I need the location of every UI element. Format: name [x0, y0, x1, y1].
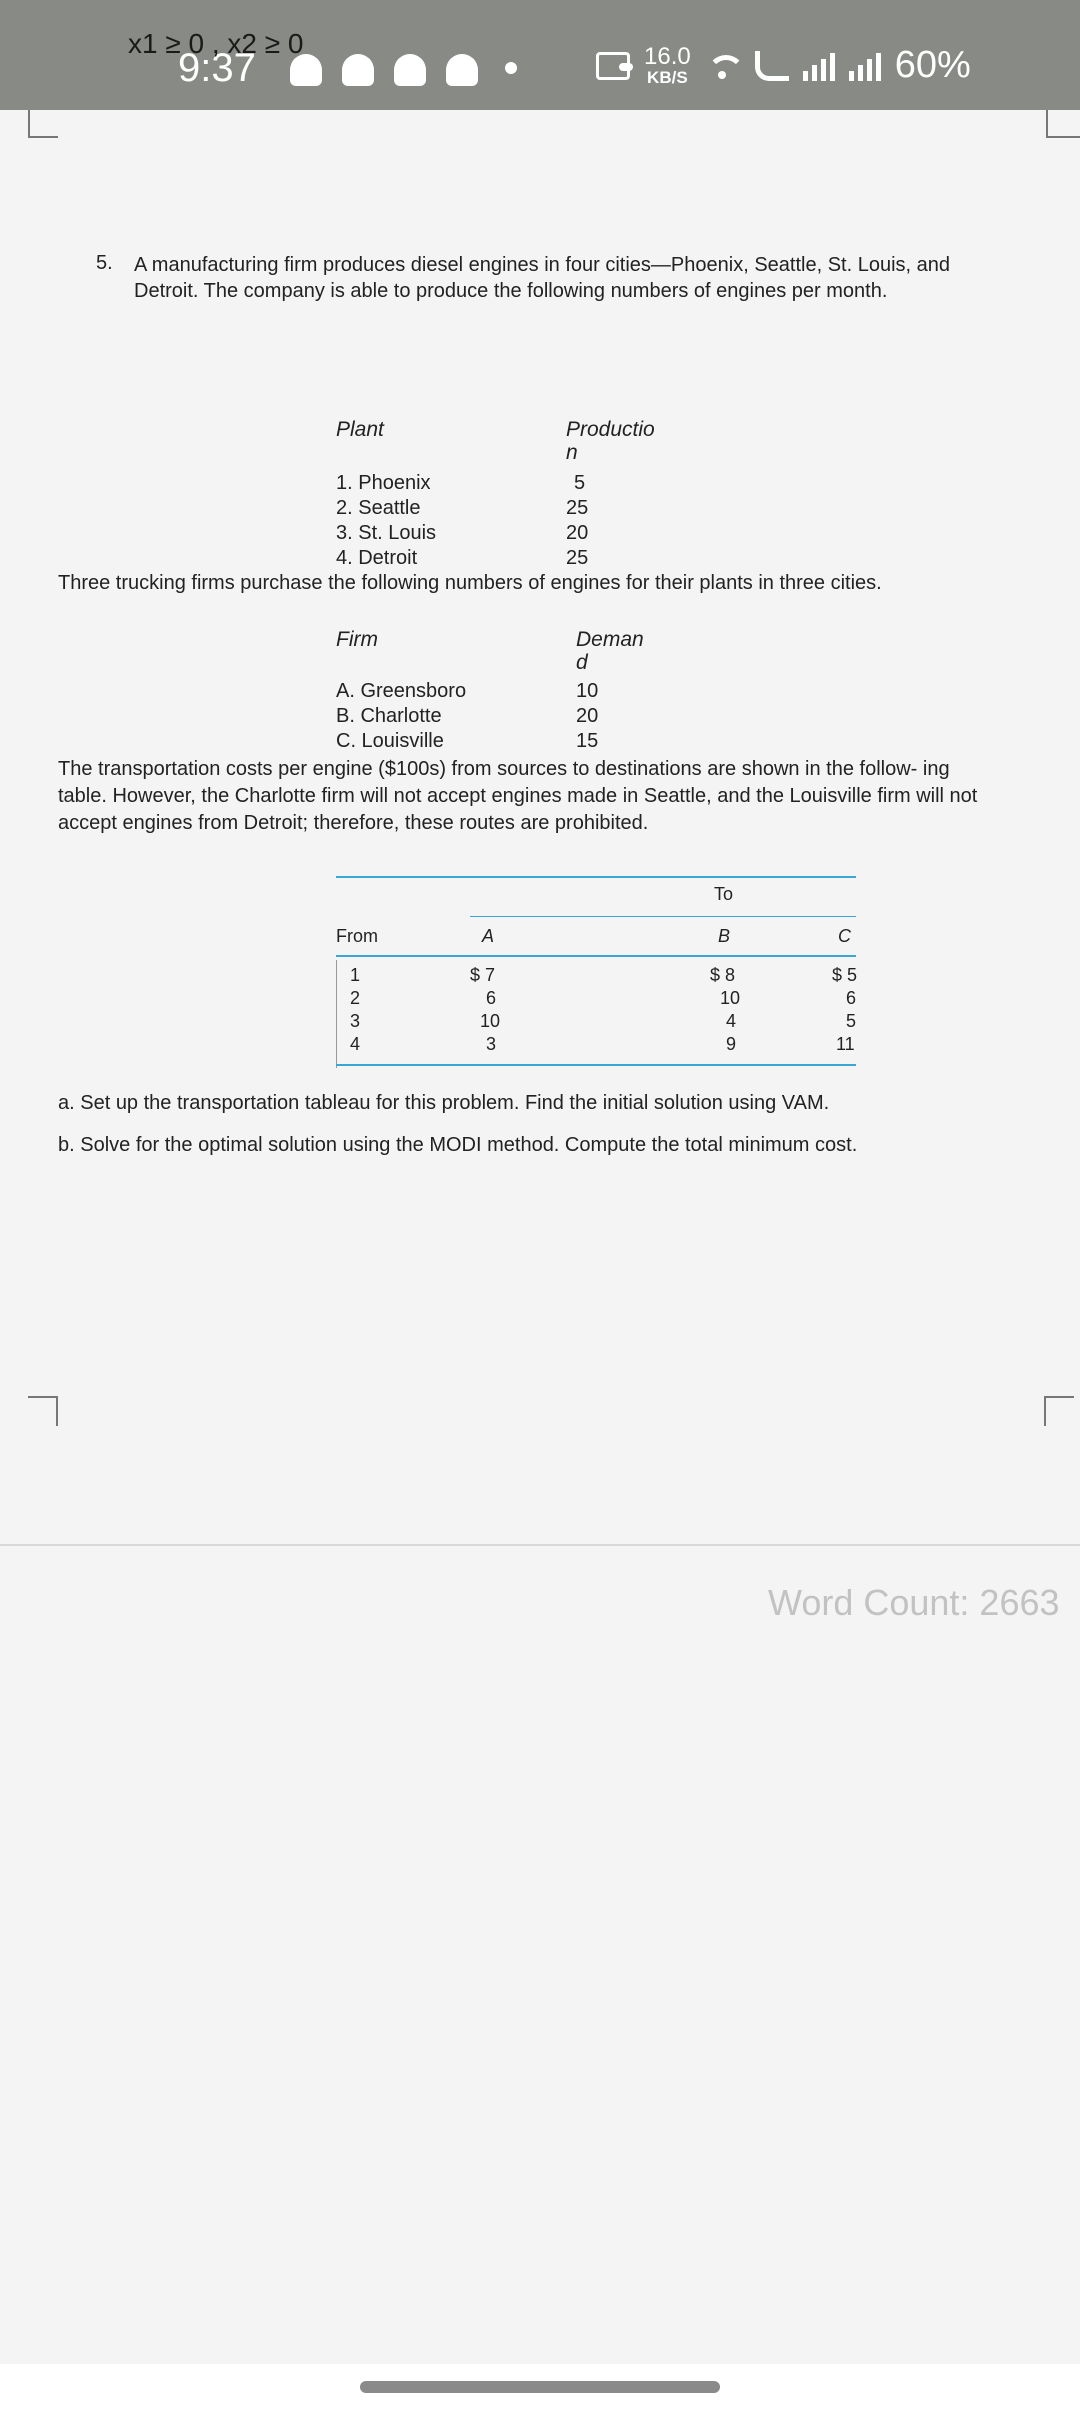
status-right-cluster: [596, 44, 971, 87]
cost-cell-c: 5: [846, 1011, 857, 1031]
cost-cell-c: 11: [836, 1034, 855, 1054]
network-speed-value: 16.0: [644, 43, 691, 70]
part-a-question: a. Set up the transportation tableau for this problem. Find the initial solution using VAM.: [58, 1092, 830, 1114]
cost-cell-b: $ 8: [710, 965, 736, 985]
cost-from-value: 2: [350, 988, 361, 1008]
cost-from-value: 3: [350, 1011, 361, 1031]
word-count[interactable]: Word Count: 2663: [768, 1582, 1060, 1623]
cost-cell-b: 9: [726, 1034, 737, 1054]
cost-intro-line: table. However, the Charlotte firm will not accept engines made in Seattle, and the Louisville firm will not: [58, 785, 978, 807]
cost-cell-b: 4: [726, 1011, 737, 1031]
cost-table-from-divider: [336, 960, 337, 1068]
cost-cell-c: 6: [846, 988, 857, 1008]
demand-firm-name: C. Louisville: [336, 730, 444, 752]
cost-cell-a: $ 7: [470, 965, 496, 985]
cost-table-to-rule: [470, 916, 856, 917]
supply-header-production-line: Productio: [566, 418, 655, 441]
cost-cell-b: 10: [720, 988, 741, 1008]
supply-plant-name: 1. Phoenix: [336, 472, 431, 494]
snapchat-ghost-icon: [342, 54, 374, 86]
supply-header-production-line: n: [566, 441, 578, 464]
overlay-equation: x1 ≥ 0 , x2 ≥ 0: [128, 28, 304, 59]
cost-table-column-a: A: [482, 926, 495, 946]
notification-icons: [290, 54, 478, 86]
cost-table-top-rule: [336, 876, 856, 878]
part-b-question: b. Solve for the optimal solution using the MODI method. Compute the total minimum cost.: [58, 1134, 858, 1156]
battery-level: 60%: [894, 44, 971, 86]
cost-table-column-c: C: [838, 926, 851, 946]
supply-header-production: [566, 418, 655, 464]
demand-value: 20: [576, 705, 599, 727]
question-intro: [134, 252, 994, 304]
supply-plant-name: 3. St. Louis: [336, 522, 437, 544]
cost-intro-line: The transportation costs per engine ($100s) from sources to destinations are shown in the follow- ing: [58, 758, 950, 780]
cost-from-value: 4: [350, 1034, 361, 1054]
card-icon: [596, 52, 630, 80]
demand-header-demand: [576, 628, 644, 674]
demand-header-firm: Firm: [336, 628, 378, 651]
cost-table-bottom-rule: [336, 1064, 856, 1066]
supply-production-value: 20: [566, 522, 589, 544]
wifi-call-icon: [755, 51, 789, 81]
network-speed: [644, 45, 691, 86]
snapchat-ghost-icon: [394, 54, 426, 86]
question-intro-line: A manufacturing firm produces diesel engines in four cities—Phoenix, Seattle, St. Louis, and: [134, 254, 951, 276]
cost-cell-a: 6: [486, 988, 497, 1008]
network-speed-unit: KB/S: [647, 68, 688, 87]
signal-icon: [803, 51, 835, 81]
cost-table-from-label: From: [336, 926, 378, 946]
demand-value: 15: [576, 730, 599, 752]
cost-table-to-label: To: [714, 884, 734, 904]
supply-header-plant: Plant: [336, 418, 384, 441]
cost-cell-c: $ 5: [832, 965, 858, 985]
signal-icon: [849, 51, 881, 81]
snapchat-ghost-icon: [446, 54, 478, 86]
crop-mark-top-right: [1046, 110, 1080, 138]
crop-mark-bottom-left: [28, 1396, 58, 1426]
notification-dot-icon: [505, 62, 517, 74]
wifi-icon: [705, 51, 741, 81]
cost-cell-a: 3: [486, 1034, 497, 1054]
crop-mark-bottom-right: [1044, 1396, 1074, 1426]
supply-plant-name: 2. Seattle: [336, 497, 421, 519]
question-intro-line: Detroit. The company is able to produce the following numbers of engines per month.: [134, 280, 888, 302]
supply-production-value: 25: [566, 547, 589, 569]
cost-intro-line: accept engines from Detroit; therefore, these routes are prohibited.: [58, 812, 649, 834]
cost-table-header-rule: [336, 955, 856, 957]
question-number: 5.: [96, 252, 113, 274]
demand-header-demand-line: Deman: [576, 628, 644, 651]
document-page[interactable]: [0, 110, 1080, 1546]
demand-firm-name: B. Charlotte: [336, 705, 442, 727]
cost-table-column-b: B: [718, 926, 731, 946]
trucking-intro: Three trucking firms purchase the following numbers of engines for their plants in three cities.: [58, 572, 882, 594]
supply-production-value: 5: [574, 472, 586, 494]
crop-mark-top-left: [28, 110, 58, 138]
status-time: 9:37: [178, 46, 256, 90]
supply-production-value: 25: [566, 497, 589, 519]
cost-intro: [58, 756, 996, 837]
supply-plant-name: 4. Detroit: [336, 547, 418, 569]
demand-header-demand-line: d: [576, 651, 588, 674]
demand-firm-name: A. Greensboro: [336, 680, 467, 702]
cost-from-value: 1: [350, 965, 361, 985]
cost-cell-a: 10: [480, 1011, 501, 1031]
demand-value: 10: [576, 680, 599, 702]
home-gesture-handle[interactable]: [360, 2381, 720, 2393]
